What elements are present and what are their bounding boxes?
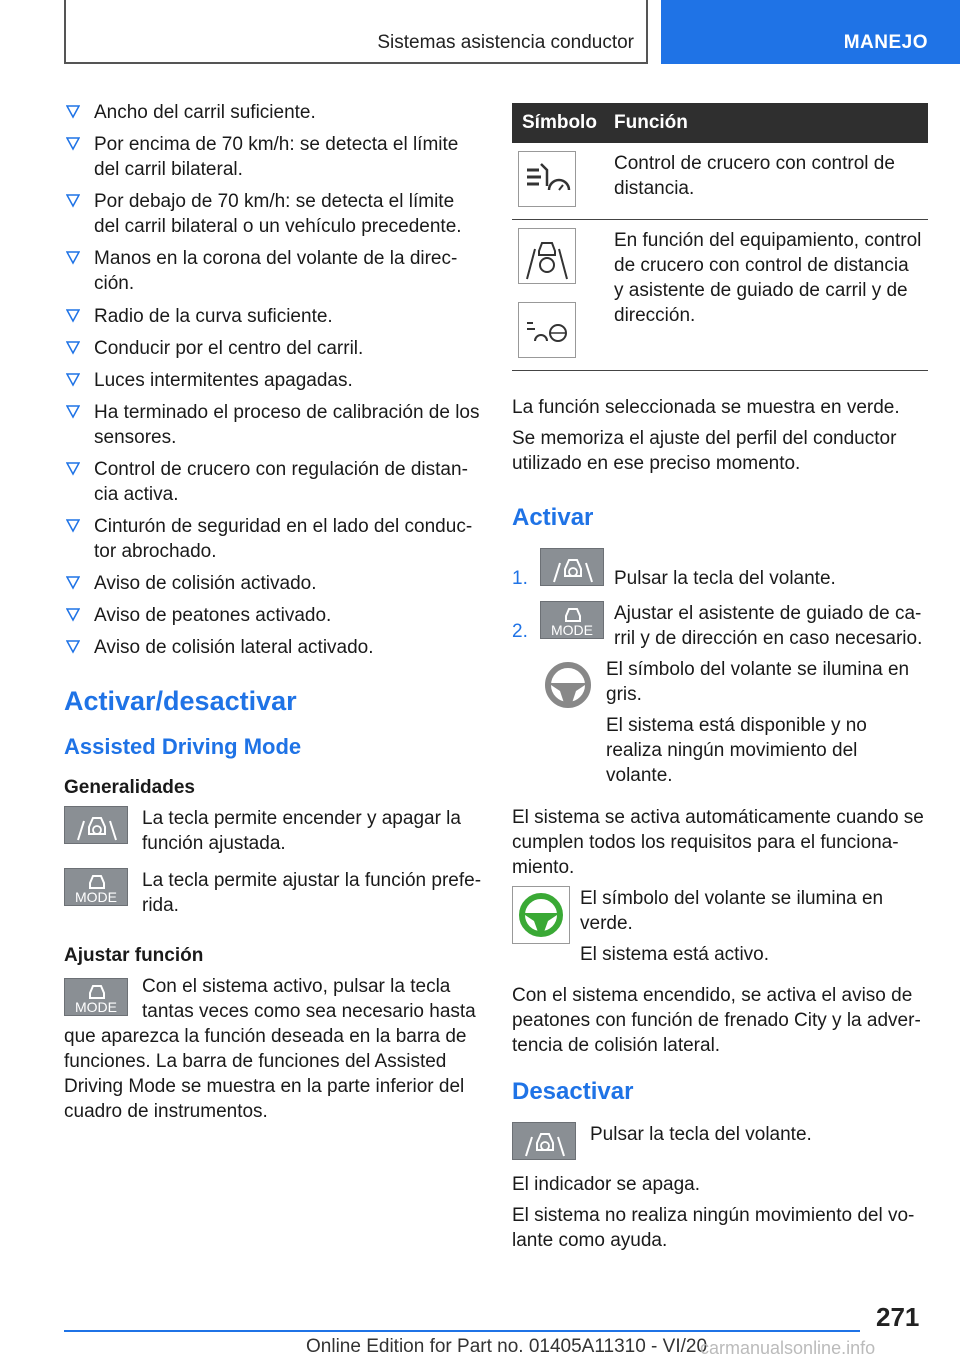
condition-item — [64, 132, 482, 182]
triangle-bullet-icon — [66, 608, 80, 622]
step-number: 1. — [512, 567, 528, 589]
general-button-row-1 — [64, 806, 482, 856]
mode-key-label: MODE — [551, 621, 593, 638]
deactivate-text: Pulsar la tecla del volante. — [590, 1123, 812, 1145]
warning-paragraph: Con el sistema encendido, se activa el aviso de peatones con función de frenado City y la advertencia de colisión lateral. — [512, 985, 921, 1057]
condition-item — [64, 457, 482, 507]
condition-item — [64, 603, 482, 628]
condition-text: Control de crucero con regulación de distancia activa. — [94, 458, 468, 506]
green-indicator-block — [512, 886, 928, 973]
condition-item — [64, 189, 482, 239]
condition-item — [64, 571, 482, 596]
step-2-text: Ajustar el asistente de guiado de carril y de dirección en caso necesario. — [614, 602, 923, 650]
adjust-text: Con el sistema activo, pulsar la tecla tantas veces como sea necesario hasta que aparezca la función deseada en la barra de funciones. La barra de funciones del Assisted Driving Mode se muestra en la parte inferior del cuadro de instrumentos. — [64, 975, 476, 1122]
triangle-bullet-icon — [66, 105, 80, 119]
condition-text: Conducir por el centro del carril. — [94, 337, 364, 359]
page-number: 271 — [876, 1302, 920, 1332]
triangle-bullet-icon — [66, 373, 80, 387]
mode-key-icon — [64, 868, 128, 906]
condition-text: Ancho del carril suficiente. — [94, 102, 316, 123]
table-row — [512, 220, 928, 371]
general-button-1-text: La tecla permite encender y apagar la función ajustada. — [142, 808, 461, 855]
condition-item — [64, 635, 482, 660]
condition-item — [64, 336, 482, 361]
condition-text: Manos en la corona del volante de la dirección. — [94, 248, 458, 295]
steering-wheel-grey-icon — [540, 657, 596, 713]
assist-key-icon — [64, 806, 128, 844]
condition-text: Radio de la curva suficiente. — [94, 305, 333, 327]
triangle-bullet-icon — [66, 462, 80, 476]
grey-indicator-block — [540, 657, 928, 794]
step-2-body — [540, 601, 928, 651]
mode-key-icon — [64, 978, 128, 1016]
green-text-1: El símbolo del volante se ilumina en verde. — [580, 887, 884, 934]
steering-wheel-green-icon — [512, 886, 570, 944]
right-column — [512, 103, 928, 1259]
step-item — [512, 601, 928, 795]
footer-brand-watermark: carmanualsonline.info — [700, 1338, 876, 1358]
condition-text: Ha terminado el proceso de calibración de los sensores. — [94, 401, 480, 448]
mode-key-label: MODE — [75, 889, 117, 906]
general-button-2-text: La tecla permite ajustar la función preferida. — [142, 870, 482, 917]
mode-key-icon — [540, 601, 604, 639]
triangle-bullet-icon — [66, 341, 80, 355]
table-header-symbol: Símbolo — [512, 103, 604, 143]
heading-general: Generalidades — [64, 777, 195, 799]
heading-assisted-driving-mode: Assisted Driving Mode — [64, 734, 302, 760]
condition-item — [64, 368, 482, 393]
adjust-paragraph — [64, 974, 482, 1124]
triangle-bullet-icon — [66, 519, 80, 533]
memorized-paragraph: Se memoriza el ajuste del perfil del conductor utilizado en ese preciso momento. — [512, 428, 897, 475]
deactivate-row — [512, 1122, 928, 1160]
table-row-1-function: Control de crucero con control de distancia. — [604, 143, 928, 220]
footer-edition: Online Edition for Part no. 01405A11310 - VI/20 — [306, 1336, 708, 1357]
lane-steering-assist-icon — [518, 228, 576, 284]
header-section-box — [64, 0, 648, 64]
auto-activation-paragraph: El sistema se activa automáticamente cuando se cumplen todos los requisitos para el funcionamiento. — [512, 806, 924, 878]
condition-item — [64, 400, 482, 450]
step-1-text: Pulsar la tecla del volante. — [614, 567, 836, 589]
triangle-bullet-icon — [66, 576, 80, 590]
heading-adjust-function: Ajustar función — [64, 944, 204, 966]
condition-item — [64, 100, 482, 125]
heading-desactivar: Desactivar — [512, 1078, 634, 1106]
general-button-row-2 — [64, 868, 482, 918]
green-text-2: El sistema está activo. — [580, 943, 770, 965]
grey-text-1: El símbolo del volante se ilumina en gris. — [606, 659, 910, 706]
distance-cruise-icon — [518, 151, 576, 207]
selected-paragraph: La función seleccionada se muestra en verde. — [512, 397, 900, 418]
condition-text: Aviso de peatones activado. — [94, 605, 332, 627]
step-number: 2. — [512, 620, 528, 642]
conditions-list — [64, 100, 482, 660]
heading-activar: Activar — [512, 504, 594, 532]
condition-text: Aviso de colisión lateral activado. — [94, 637, 374, 659]
no-movement-paragraph: El sistema no realiza ningún movimiento del volante como ayuda. — [512, 1204, 915, 1252]
assist-key-icon — [512, 1122, 576, 1160]
triangle-bullet-icon — [66, 405, 80, 419]
triangle-bullet-icon — [66, 251, 80, 265]
condition-text: Luces intermitentes apagadas. — [94, 369, 353, 391]
condition-text: Cinturón de seguridad en el lado del conductor abrochado. — [94, 516, 473, 563]
chapter-tab-label: MANEJO — [843, 32, 928, 53]
activation-steps — [512, 548, 928, 795]
condition-text: Por encima de 70 km/h: se detecta el límite del carril bilateral. — [94, 134, 459, 181]
condition-item — [64, 514, 482, 564]
step-item — [512, 548, 928, 591]
condition-item — [64, 246, 482, 296]
assist-key-icon — [540, 548, 604, 586]
heading-activate-deactivate: Activar/desactivar — [64, 686, 297, 717]
condition-text: Aviso de colisión activado. — [94, 573, 317, 595]
left-column — [64, 100, 482, 1124]
table-row-2-function: En función del equipamiento, control de crucero con control de distancia y asistente de guiado de carril y de dirección. — [604, 220, 928, 371]
indicator-off-paragraph: El indicador se apaga. — [512, 1173, 701, 1195]
condition-item — [64, 304, 482, 329]
symbol-table — [512, 103, 928, 371]
distance-steering-icon — [518, 302, 576, 358]
table-header-function: Función — [604, 103, 928, 143]
mode-key-label: MODE — [75, 998, 117, 1015]
chapter-tab[interactable] — [661, 0, 960, 64]
footer-rule — [64, 1330, 860, 1332]
table-row — [512, 143, 928, 220]
section-title: Sistemas asistencia conductor — [377, 32, 634, 53]
grey-text-2: El sistema está disponible y no realiza ningún movimiento del volante. — [606, 715, 867, 787]
triangle-bullet-icon — [66, 640, 80, 654]
triangle-bullet-icon — [66, 309, 80, 323]
triangle-bullet-icon — [66, 194, 80, 208]
condition-text: Por debajo de 70 km/h: se detecta el límite del carril bilateral o un vehículo precedente. — [94, 191, 462, 238]
triangle-bullet-icon — [66, 137, 80, 151]
